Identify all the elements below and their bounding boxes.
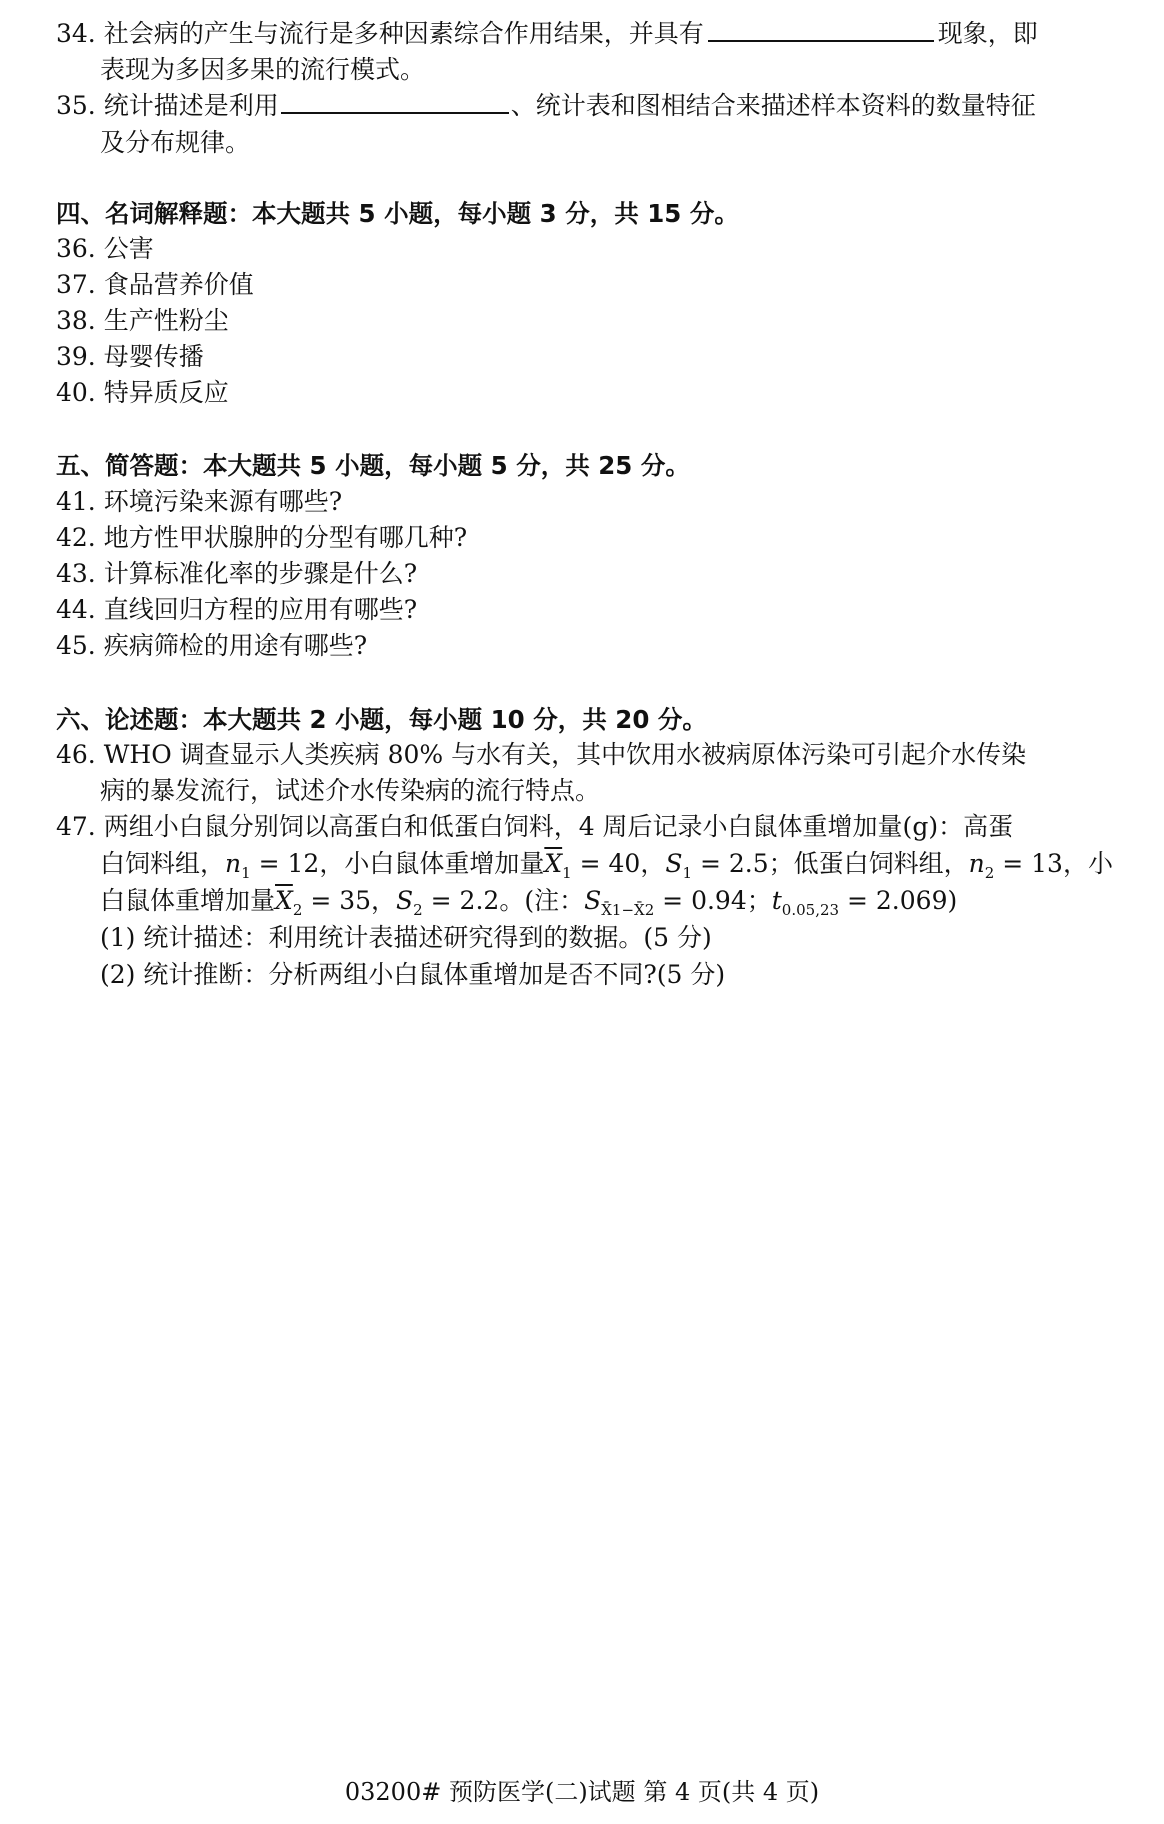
- question-45: 45. 疾病筛检的用途有哪些?: [56, 631, 368, 660]
- q34-continuation: 表现为多因多果的流行模式。: [100, 55, 426, 84]
- question-35: [56, 89, 1036, 123]
- question-44: 44. 直线回归方程的应用有哪些?: [56, 595, 418, 624]
- question-39: 39. 母婴传播: [56, 342, 204, 371]
- q35-text-after: 、统计表和图相结合来描述样本资料的数量特征: [510, 91, 1036, 120]
- question-43: 43. 计算标准化率的步骤是什么?: [56, 559, 418, 588]
- q35-text-before: 35. 统计描述是利用: [56, 91, 279, 120]
- q34-text-after: 现象，即: [937, 19, 1038, 48]
- q34-answer-blank: [708, 18, 934, 42]
- question-42: 42. 地方性甲状腺肿的分型有哪几种?: [56, 523, 468, 552]
- question-37: 37. 食品营养价值: [56, 270, 254, 299]
- question-38: 38. 生产性粉尘: [56, 306, 229, 335]
- q47-subquestion-1: (1) 统计描述：利用统计表描述研究得到的数据。(5 分): [100, 923, 712, 952]
- q47-subquestion-2: (2) 统计推断：分析两组小白鼠体重增加是否不同?(5 分): [100, 960, 726, 989]
- q35-continuation: 及分布规律。: [100, 128, 251, 157]
- question-34: [56, 17, 1038, 51]
- section-6-title: 六、论述题：本大题共 2 小题，每小题 10 分，共 20 分。: [56, 705, 707, 734]
- question-40: 40. 特异质反应: [56, 378, 229, 407]
- question-41: 41. 环境污染来源有哪些?: [56, 487, 343, 516]
- q35-answer-blank: [281, 90, 509, 114]
- q46-continuation: 病的暴发流行，试述介水传染病的流行特点。: [100, 776, 601, 805]
- q47-line-3: 白鼠体重增加量$\overline{X}_2 = 35$，$S_2 = 2.2$。(注：$S_{X̄1-X̄2} = 0.94$；$t_{0.05,23} = 2.069$): [100, 886, 958, 919]
- section-5-title: 五、简答题：本大题共 5 小题，每小题 5 分，共 25 分。: [56, 451, 690, 480]
- section-4-title: 四、名词解释题：本大题共 5 小题，每小题 3 分，共 15 分。: [56, 199, 739, 228]
- q47-line-2: 白饲料组，$n_1 = 12$，小白鼠体重增加量$\overline{X}_1 = 40$，$S_1 = 2.5$；低蛋白饲料组，$n_2 = 13$，小: [100, 849, 1113, 882]
- page-footer: 03200# 预防医学(二)试题 第 4 页(共 4 页): [344, 1778, 820, 1806]
- q34-text-before: 34. 社会病的产生与流行是多种因素综合作用结果，并具有: [56, 19, 704, 48]
- question-46: 46. WHO 调查显示人类疾病 80% 与水有关，其中饮用水被病原体污染可引起介水传染: [56, 740, 1027, 769]
- question-36: 36. 公害: [56, 234, 154, 263]
- question-47: 47. 两组小白鼠分别饲以高蛋白和低蛋白饲料，4 周后记录小白鼠体重增加量(g)：高蛋: [56, 812, 1014, 841]
